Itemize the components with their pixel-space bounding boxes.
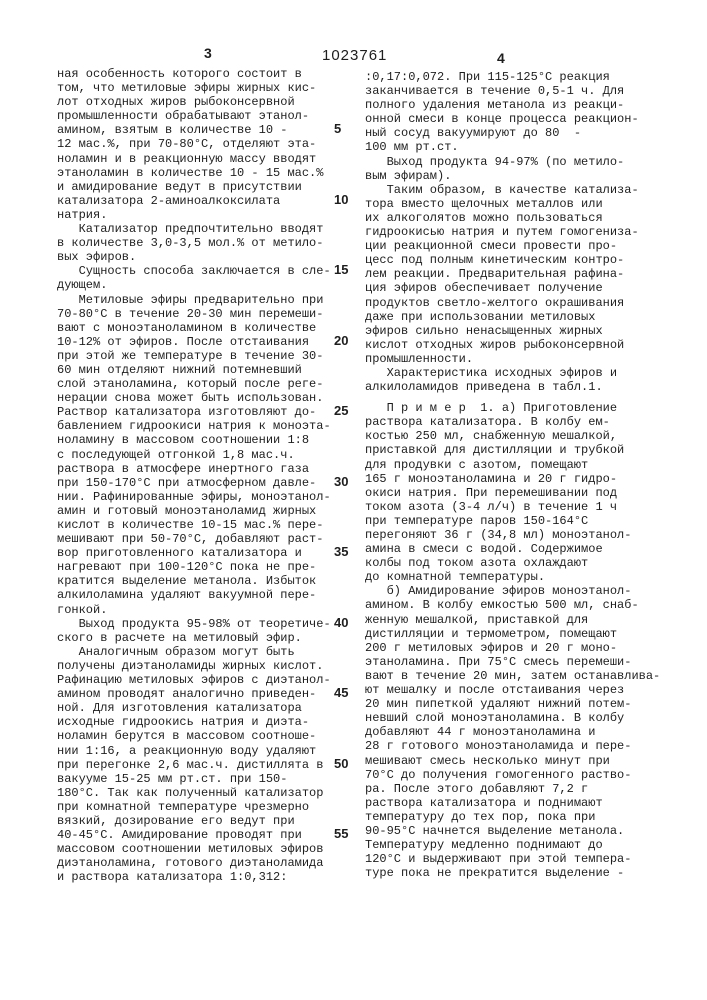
text-line: Рафинацию метиловых эфиров с диэтанол- — [57, 673, 331, 687]
line-number: 20 — [334, 333, 348, 348]
text-line: натрия. — [57, 208, 331, 222]
text-line: кратится выделение метанола. Избыток — [57, 574, 331, 588]
text-line: вых эфиров. — [57, 250, 331, 264]
text-line: с последующей отгонкой 1,8 мас.ч. — [57, 448, 331, 462]
line-number: 5 — [334, 121, 341, 136]
text-line: нии 1:16, а реакционную воду удаляют — [57, 744, 331, 758]
text-line: ноламину в массовом соотношении 1:8 — [57, 433, 331, 447]
right-text-column — [365, 70, 660, 880]
text-line: промышленности обрабатывают этанол- — [57, 109, 331, 123]
text-line: 10-12% от эфиров. После отстаивания — [57, 335, 331, 349]
text-line: ция эфиров обеспечивает получение — [365, 281, 660, 295]
text-line: 20 мин пипеткой удаляют нижний потем- — [365, 697, 660, 711]
text-line: амином проводят аналогично приведен- — [57, 687, 331, 701]
text-line: 70°С до получения гомогенного раство- — [365, 768, 660, 782]
text-line: раствора катализатора. В колбу ем- — [365, 415, 660, 429]
text-line: невший слой моноэтаноламина. В колбу — [365, 711, 660, 725]
text-line: 40-45°С. Амидирование проводят при — [57, 828, 331, 842]
text-line: 100 мм рт.ст. — [365, 140, 660, 154]
text-line: мешивают при 50-70°С, добавляют раст- — [57, 532, 331, 546]
text-line: дистилляции и термометром, помещают — [365, 627, 660, 641]
text-line: нагревают при 100-120°С пока не пре- — [57, 560, 331, 574]
text-line: добавляют 44 г моноэтаноламина и — [365, 725, 660, 739]
text-line: ского в расчете на метиловый эфир. — [57, 631, 331, 645]
text-line: 90-95°С начнется выделение метанола. — [365, 824, 660, 838]
text-line: этаноламин в количестве 10 - 15 мас.% — [57, 166, 331, 180]
text-line: костью 250 мл, снабженную мешалкой, — [365, 429, 660, 443]
text-line: вают в течение 20 мин, затем останавлива- — [365, 669, 660, 683]
text-line: продуктов светло-желтого окрашивания — [365, 296, 660, 310]
text-line: 28 г готового моноэтаноламида и пере- — [365, 739, 660, 753]
left-text-column — [57, 67, 331, 884]
text-line: Характеристика исходных эфиров и — [365, 366, 660, 380]
text-line: амином, взятым в количестве 10 - — [57, 123, 331, 137]
text-line: 12 мас.%, при 70-80°С, отделяют эта- — [57, 137, 331, 151]
text-line: :0,17:0,072. При 115-125°С реакция — [365, 70, 660, 84]
text-line: женную мешалкой, приставкой для — [365, 613, 660, 627]
text-line: катализатора 2-аминоалкоксилата — [57, 194, 331, 208]
text-line: при этой же температуре в течение 30- — [57, 349, 331, 363]
text-line: б) Амидирование эфиров моноэтанол- — [365, 584, 660, 598]
text-line: эфиров сильно ненасыщенных жирных — [365, 324, 660, 338]
text-line: вязкий, дозирование его ведут при — [57, 814, 331, 828]
text-line: амином. В колбу емкостью 500 мл, снаб- — [365, 598, 660, 612]
text-line: Метиловые эфиры предварительно при — [57, 293, 331, 307]
text-line: при температуре паров 150-164°С — [365, 514, 660, 528]
text-line: алкилоламидов приведена в табл.1. — [365, 380, 660, 394]
text-line: гонкой. — [57, 603, 331, 617]
text-line: для продувки с азотом, помещают — [365, 458, 660, 472]
text-line: ют мешалку и после отстаивания через — [365, 683, 660, 697]
line-number: 45 — [334, 685, 348, 700]
line-number: 35 — [334, 544, 348, 559]
text-line: 180°С. Так как полученный катализатор — [57, 786, 331, 800]
text-line: Катализатор предпочтительно вводят — [57, 222, 331, 236]
text-line: исходные гидроокись натрия и диэта- — [57, 715, 331, 729]
text-line: онной смеси в конце процесса реакцион- — [365, 112, 660, 126]
text-line: ра. После этого добавляют 7,2 г — [365, 782, 660, 796]
text-line: Температуру медленно поднимают до — [365, 838, 660, 852]
line-number: 10 — [334, 192, 348, 207]
text-line: приставкой для дистилляции и трубкой — [365, 443, 660, 457]
text-line: током азота (3-4 л/ч) в течение 1 ч — [365, 500, 660, 514]
text-line: вают с моноэтаноламином в количестве — [57, 321, 331, 335]
text-line: 70-80°С в течение 20-30 мин перемеши- — [57, 307, 331, 321]
text-line: Выход продукта 95-98% от теоретиче- — [57, 617, 331, 631]
text-line: температуру до тех пор, пока при — [365, 810, 660, 824]
text-line: алкилоламина удаляют вакуумной пере- — [57, 588, 331, 602]
text-line: при перегонке 2,6 мас.ч. дистиллята в — [57, 758, 331, 772]
text-line: мешивают смесь несколько минут при — [365, 754, 660, 768]
text-line: получены диэтаноламиды жирных кислот. — [57, 659, 331, 673]
text-line: их алкоголятов можно пользоваться — [365, 211, 660, 225]
text-line: ной. Для изготовления катализатора — [57, 701, 331, 715]
text-line: Сущность способа заключается в сле- — [57, 264, 331, 278]
text-line: кислот в количестве 10-15 мас.% пере- — [57, 518, 331, 532]
text-line: туре пока не прекратится выделение - — [365, 866, 660, 880]
text-line: слой этаноламина, который после реге- — [57, 377, 331, 391]
text-line: в количестве 3,0-3,5 мол.% от метило- — [57, 236, 331, 250]
line-number: 40 — [334, 615, 348, 630]
text-line: до комнатной температуры. — [365, 570, 660, 584]
text-line: окиси натрия. При перемешивании под — [365, 486, 660, 500]
text-line: П р и м е р 1. а) Приготовление — [365, 401, 660, 415]
text-line: амин и готовый моноэтаноламид жирных — [57, 504, 331, 518]
text-line: 60 мин отделяют нижний потемневший — [57, 363, 331, 377]
text-line: и раствора катализатора 1:0,312: — [57, 870, 331, 884]
text-line: кислот отходных жиров рыбоконсервной — [365, 338, 660, 352]
text-line: ноламин берутся в массовом соотноше- — [57, 729, 331, 743]
line-number: 30 — [334, 474, 348, 489]
text-line: Таким образом, в качестве катализа- — [365, 183, 660, 197]
text-line: массовом соотношении метиловых эфиров — [57, 842, 331, 856]
text-line: вакууме 15-25 мм рт.ст. при 150- — [57, 772, 331, 786]
text-line: цесс под полным кинетическим контро- — [365, 253, 660, 267]
text-line: ноламин и в реакционную массу вводят — [57, 152, 331, 166]
text-line: 200 г метиловых эфиров и 20 г моно- — [365, 641, 660, 655]
page-number-right: 4 — [497, 50, 505, 66]
text-line: Выход продукта 94-97% (по метило- — [365, 155, 660, 169]
text-line: лот отходных жиров рыбоконсервной — [57, 95, 331, 109]
text-line: при комнатной температуре чрезмерно — [57, 800, 331, 814]
text-line: промышленности. — [365, 352, 660, 366]
text-line: 165 г моноэтаноламина и 20 г гидро- — [365, 472, 660, 486]
paragraph-gap — [365, 394, 660, 401]
text-line: раствора в атмосфере инертного газа — [57, 462, 331, 476]
text-line: вор приготовленного катализатора и — [57, 546, 331, 560]
text-line: ный сосуд вакуумируют до 80 - — [365, 126, 660, 140]
text-line: заканчивается в течение 0,5-1 ч. Для — [365, 84, 660, 98]
text-line: бавлением гидроокиси натрия к моноэта- — [57, 419, 331, 433]
text-line: гидроокисью натрия и путем гомогениза- — [365, 225, 660, 239]
text-line: раствора катализатора и поднимают — [365, 796, 660, 810]
text-line: 120°С и выдерживают при этой темпера- — [365, 852, 660, 866]
text-line: Аналогичным образом могут быть — [57, 645, 331, 659]
text-line: ная особенность которого состоит в — [57, 67, 331, 81]
text-line: даже при использовании метиловых — [365, 310, 660, 324]
text-line: при 150-170°С при атмосферном давле- — [57, 476, 331, 490]
text-line: том, что метиловые эфиры жирных кис- — [57, 81, 331, 95]
text-line: перегоняют 36 г (34,8 мл) моноэтанол- — [365, 528, 660, 542]
text-line: лем реакции. Предварительная рафина- — [365, 267, 660, 281]
text-line: диэтаноламина, готового диэтаноламида — [57, 856, 331, 870]
text-line: вым эфирам). — [365, 169, 660, 183]
text-line: амина в смеси с водой. Содержимое — [365, 542, 660, 556]
text-line: нии. Рафинированные эфиры, моноэтанол- — [57, 490, 331, 504]
line-number: 25 — [334, 403, 348, 418]
page-number-left: 3 — [204, 45, 212, 61]
text-line: и амидирование ведут в присутствии — [57, 180, 331, 194]
patent-number: 1023761 — [322, 47, 387, 64]
text-line: колбы под током азота охлаждают — [365, 556, 660, 570]
text-line: полного удаления метанола из реакци- — [365, 98, 660, 112]
line-number: 15 — [334, 262, 348, 277]
line-number: 55 — [334, 826, 348, 841]
text-line: этаноламина. При 75°С смесь перемеши- — [365, 655, 660, 669]
text-line: ции реакционной смеси провести про- — [365, 239, 660, 253]
text-line: Раствор катализатора изготовляют до- — [57, 405, 331, 419]
line-number: 50 — [334, 756, 348, 771]
text-line: нерации снова может быть использован. — [57, 391, 331, 405]
text-line: тора вместо щелочных металлов или — [365, 197, 660, 211]
text-line: дующем. — [57, 278, 331, 292]
